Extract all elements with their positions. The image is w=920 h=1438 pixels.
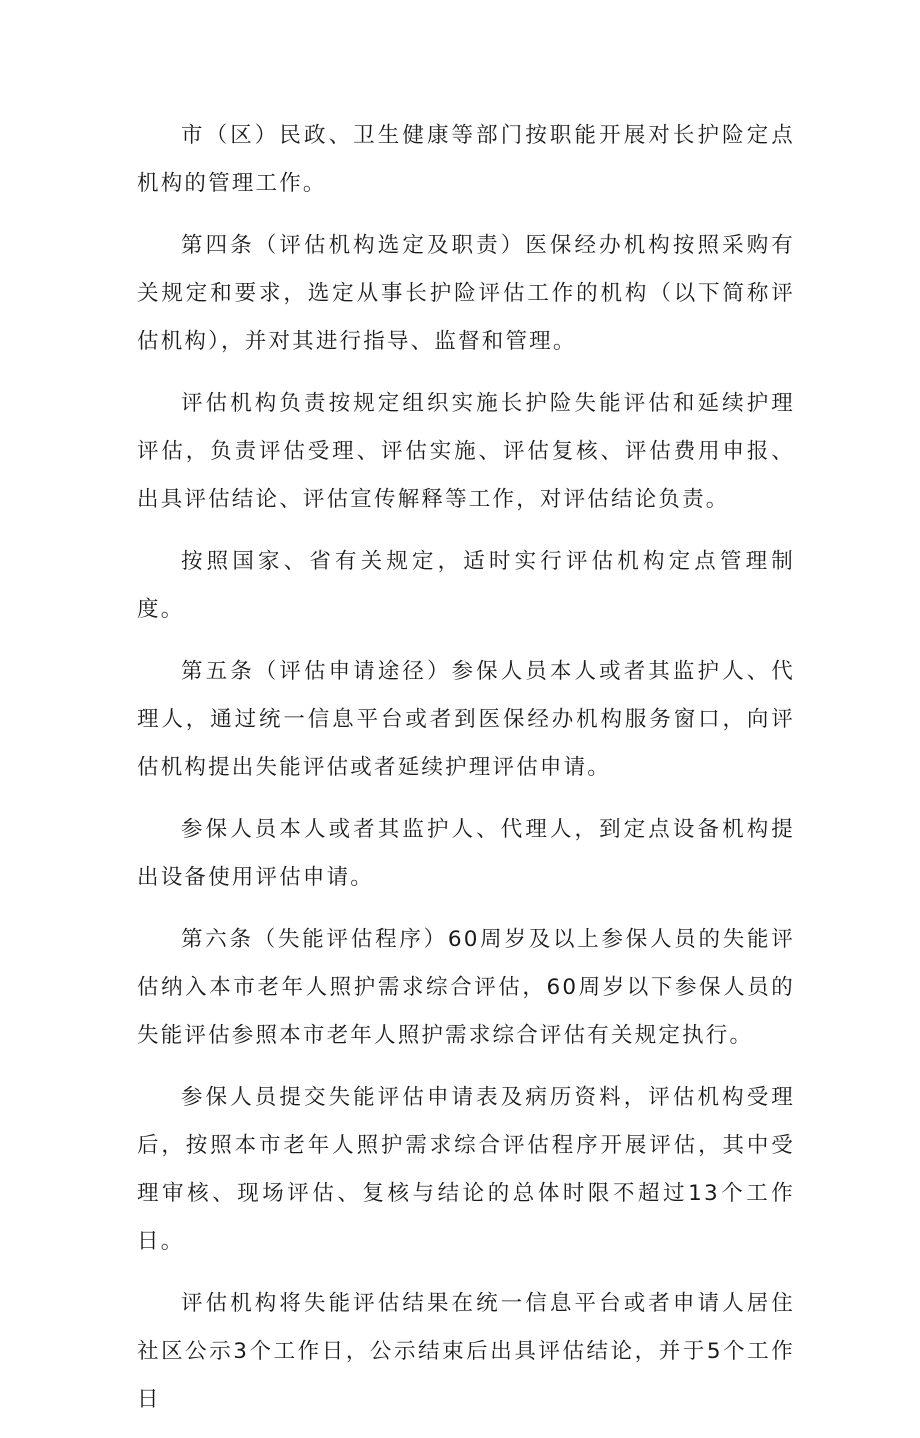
- paragraph-supervision-departments: 市（区）民政、卫生健康等部门按职能开展对长护险定点机构的管理工作。: [137, 123, 795, 196]
- paragraph-designated-management: 按照国家、省有关规定，适时实行评估机构定点管理制度。: [137, 549, 795, 622]
- paragraph-assessment-procedure: 参保人员提交失能评估申请表及病历资料，评估机构受理后，按照本市老年人照护需求综合评估程序开展评估，其中受理审核、现场评估、复核与结论的总体时限不超过13个工作日。: [137, 1085, 795, 1254]
- paragraph-article-6: 第六条（失能评估程序）60周岁及以上参保人员的失能评估纳入本市老年人照护需求综合评估，60周岁以下参保人员的失能评估参照本市老年人照护需求综合评估有关规定执行。: [137, 927, 795, 1048]
- paragraph-result-publicity: 评估机构将失能评估结果在统一信息平台或者申请人居住社区公示3个工作日，公示结束后出具评估结论，并于5个工作日: [137, 1291, 795, 1412]
- paragraph-equipment-assessment: 参保人员本人或者其监护人、代理人，到定点设备机构提出设备使用评估申请。: [137, 817, 795, 890]
- paragraph-article-4: 第四条（评估机构选定及职责）医保经办机构按照采购有关规定和要求，选定从事长护险评估工作的机构（以下简称评估机构），并对其进行指导、监督和管理。: [137, 233, 795, 354]
- paragraph-assessment-duties: 评估机构负责按规定组织实施长护险失能评估和延续护理评估，负责评估受理、评估实施、评估复核、评估费用申报、出具评估结论、评估宣传解释等工作，对评估结论负责。: [137, 391, 795, 512]
- document-body: [137, 112, 795, 1438]
- paragraph-article-5: 第五条（评估申请途径）参保人员本人或者其监护人、代理人，通过统一信息平台或者到医保经办机构服务窗口，向评估机构提出失能评估或者延续护理评估申请。: [137, 659, 795, 780]
